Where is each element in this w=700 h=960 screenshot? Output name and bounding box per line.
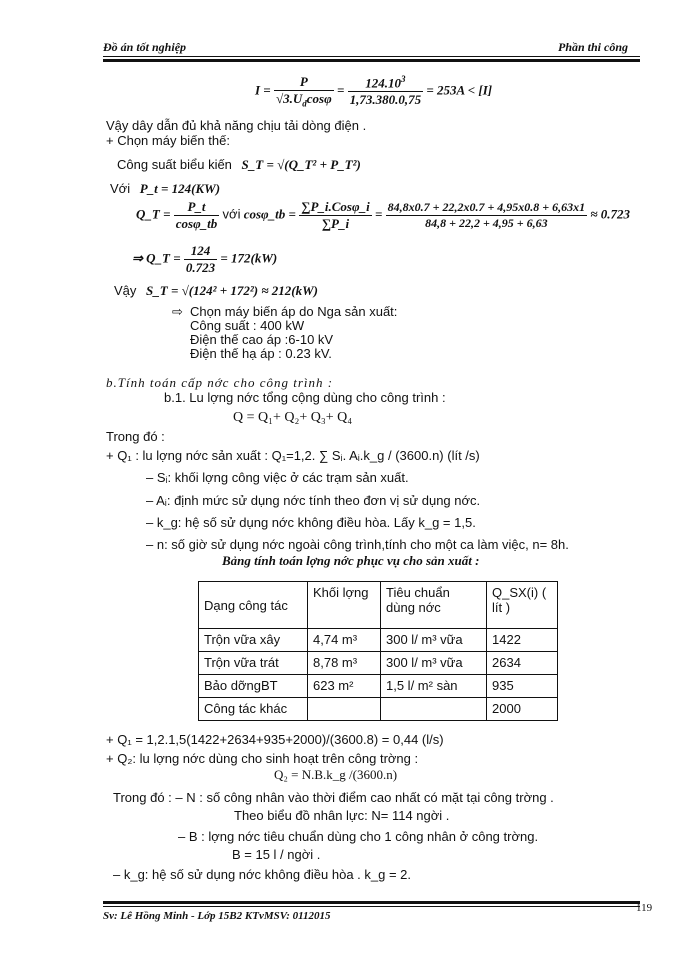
text-line: + Q₁ : lu lợng nớc sản xuất : Q₁=1,2. ∑ Sᵢ. Aᵢ.k_g / (3600.n) (lít /s) <box>106 448 480 463</box>
footer-rule-thick <box>103 901 640 904</box>
table-title: Bảng tính toán lợng nớc phục vụ cho sản xuất : <box>222 553 480 568</box>
text-line: Vậy S_T = √(124² + 172²) ≈ 212(kW) <box>114 283 318 298</box>
table-cell: 2000 <box>487 698 558 721</box>
text-line: – n: số giờ sử dụng nớc ngoài công trình,tính cho một ca làm việc, n= 8h. <box>146 537 569 552</box>
text-line: Với P_t = 124(KW) <box>110 181 221 196</box>
table-row <box>199 652 558 675</box>
table-header-cell: Khối lợng <box>308 582 381 629</box>
table-row <box>199 698 558 721</box>
header-rule-thick <box>103 59 640 62</box>
table-header-cell: Q_SX(i) ( lít ) <box>487 582 558 629</box>
table-cell: 1,5 l/ m² sàn <box>381 675 487 698</box>
table-cell: 300 l/ m³ vữa <box>381 629 487 652</box>
arrow-icon: ⇨ <box>172 304 183 319</box>
table-cell: Công tác khác <box>199 698 308 721</box>
table-cell: 300 l/ m³ vữa <box>381 652 487 675</box>
text-line: Công suất biểu kiến S_T = √(Q_T² + P_T²) <box>117 157 361 172</box>
table-cell: 4,74 m³ <box>308 629 381 652</box>
table-header-cell: Dạng công tác <box>199 582 308 629</box>
text-line: Trong đó : <box>106 429 165 444</box>
text-line: + Chọn máy biến thế: <box>106 133 230 148</box>
header-right: Phần thi công <box>558 40 629 54</box>
text-line: Vậy dây dẫn đủ khả năng chịu tải dòng điện . <box>106 118 367 133</box>
formula-qt-result: ⇒ Q_T = $\frac{124}{0.723}$ = 172(kW) <box>132 243 278 275</box>
formula-q2: Q₂ = N.B.k_g /(3600.n) <box>274 767 398 782</box>
header-rule <box>103 56 640 57</box>
footer-rule <box>103 906 640 907</box>
text-line: B = 15 l / ngời . <box>232 847 321 862</box>
table-cell: 2634 <box>487 652 558 675</box>
formula-q-total: Q = Q₁+ Q₂+ Q₃+ Q₄ <box>233 410 353 425</box>
formula-current: I = $\frac{P}{√3.U_d\cos\varphi}$ = $\frac{124.10^3}{1,73.380.0,75}$ = 253A < [I] <box>255 74 493 109</box>
text-line: – k_g: hệ số sử dụng nớc không điều hòa . k_g = 2. <box>113 867 412 882</box>
table-header-cell: Tiêu chuẩn dùng nớc <box>381 582 487 629</box>
text-line: + Q₂: lu lợng nớc dùng cho sinh hoạt trên công trờng : <box>106 751 419 766</box>
formula-qt: Q_T = $\frac{P\_t}{\cos\varphi\_tb}$ với cosφ_tb = $\frac{\text{∑P\_i.Cosφ\_i}}{\sum P\_i}$ = $\frac{84,8x0.7 + 22,2x0.7 + 4,95x0.8 + 6,63x1}{84,8 + 22,2 + 4,95 + 6,63}$ ≈ 0.723 <box>136 199 631 231</box>
table-cell: 623 m² <box>308 675 381 698</box>
header-left: Đồ án tốt nghiệp <box>103 40 187 54</box>
page-number: 119 <box>636 902 653 914</box>
table-cell: Bảo dỡngBT <box>199 675 308 698</box>
footer-author: Sv: Lê Hồng Minh - Lớp 15B2 KTvMSV: 0112015 <box>103 910 331 922</box>
table-row <box>199 629 558 652</box>
table-cell: 8,78 m³ <box>308 652 381 675</box>
text-line: + Q₁ = 1,2.1,5(1422+2634+935+2000)/(3600.8) = 0,44 (l/s) <box>106 732 444 747</box>
text-line: – k_g: hệ số sử dụng nớc không điều hòa. Lấy k_g = 1,5. <box>146 515 476 530</box>
table-cell: 1422 <box>487 629 558 652</box>
transformer-choice: Chọn máy biến áp do Nga sản xuất: Công suất : 400 kW Điện thế cao áp :6-10 kV Điện thế hạ áp : 0.23 kV. <box>190 304 398 361</box>
text-line: – B : lợng nớc tiêu chuẩn dùng cho 1 công nhân ở công trờng. <box>178 829 539 844</box>
table-cell <box>381 698 487 721</box>
text-line: b.1. Lu lợng nớc tổng cộng dùng cho công trình : <box>164 390 446 405</box>
text-line: Trong đó : – N : số công nhân vào thời điểm cao nhất có mặt tại công trờng . <box>113 790 554 805</box>
text-line: – Aᵢ: định mức sử dụng nớc tính theo đơn vị sử dụng nớc. <box>146 493 481 508</box>
section-title: b.Tính toán cấp nớc cho công trình : <box>106 375 334 390</box>
text-line: Theo biểu đồ nhân lực: N= 114 ngời . <box>234 808 450 823</box>
table-cell <box>308 698 381 721</box>
table-header-row <box>199 582 558 629</box>
table-cell: Trộn vữa trát <box>199 652 308 675</box>
text-line: – Sᵢ: khối lợng công việc ở các trạm sản xuất. <box>146 470 409 485</box>
table-cell: Trộn vữa xây <box>199 629 308 652</box>
table-cell: 935 <box>487 675 558 698</box>
water-table <box>198 581 558 721</box>
table-row <box>199 675 558 698</box>
